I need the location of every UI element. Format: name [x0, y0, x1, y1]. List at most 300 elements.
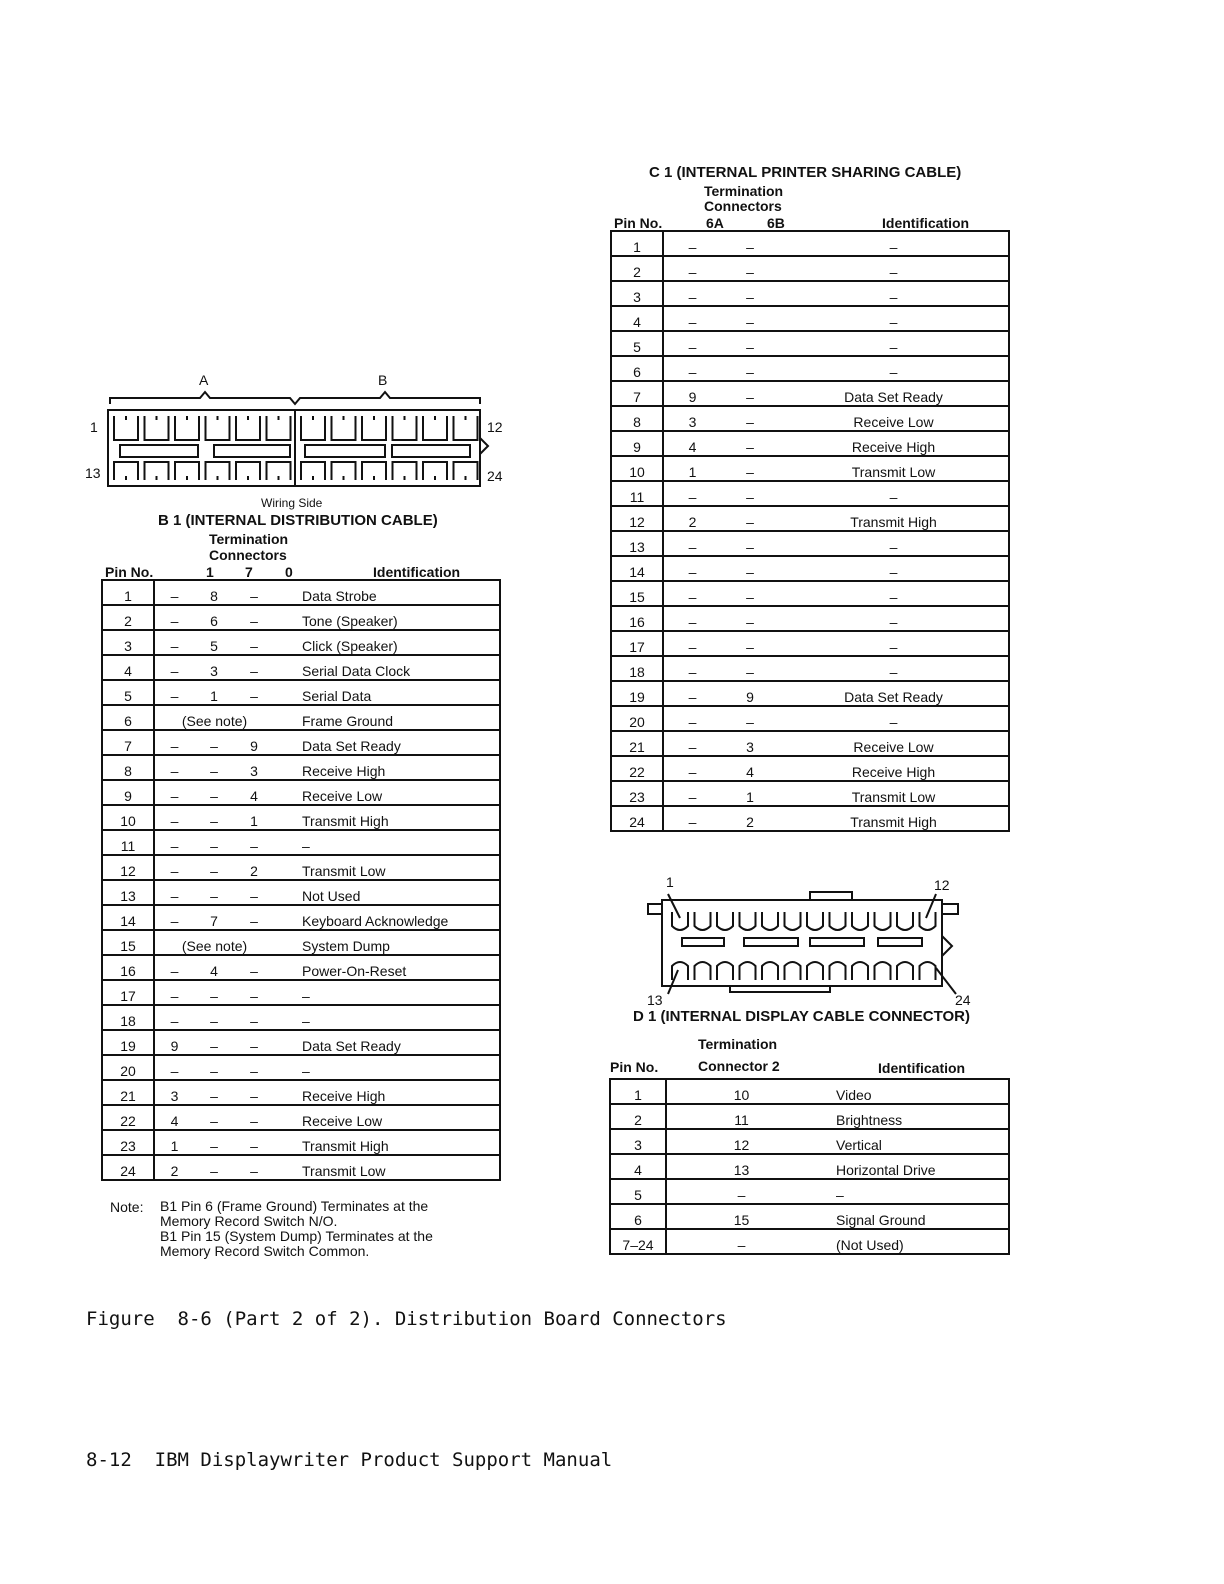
identification-cell: Video	[816, 1079, 1009, 1104]
connector-pin-outline	[301, 462, 325, 480]
identification-cell: –	[779, 306, 1009, 331]
pin-number-cell: 24	[102, 1155, 154, 1180]
identification-cell: –	[274, 1005, 500, 1030]
identification-cell: Not Used	[274, 880, 500, 905]
pin-number-cell: 14	[611, 556, 663, 581]
connector-pin-outline	[807, 962, 823, 980]
connector-pin-outline	[114, 416, 138, 440]
connector-pin-outline	[762, 912, 778, 930]
identification-cell: Transmit High	[274, 1130, 500, 1155]
connector-pin-outline	[393, 416, 417, 440]
table-row	[610, 1104, 1009, 1129]
pin-number-cell: 9	[102, 780, 154, 805]
connector-6b-cell: –	[721, 281, 779, 306]
pin-number-cell: 20	[611, 706, 663, 731]
identification-cell: (Not Used)	[816, 1229, 1009, 1254]
connector-0-cell: –	[234, 1030, 274, 1055]
table-row	[611, 631, 1009, 656]
pin-number-cell: 21	[102, 1080, 154, 1105]
termination-note-cell: (See note)	[154, 930, 274, 955]
connector-6b-cell: –	[721, 706, 779, 731]
connector-2-cell: –	[666, 1229, 816, 1254]
connector-pin-outline	[362, 462, 386, 480]
connector-pin-outline	[897, 962, 913, 980]
table-row	[611, 531, 1009, 556]
connector-pin-outline	[301, 416, 325, 440]
pin-number-cell: 22	[102, 1105, 154, 1130]
table-row	[611, 756, 1009, 781]
identification-cell: –	[274, 1055, 500, 1080]
table-row	[102, 880, 500, 905]
connector-1-cell: –	[154, 755, 194, 780]
connector-2-cell: 10	[666, 1079, 816, 1104]
connector-pin-outline	[762, 962, 778, 980]
table-row	[611, 356, 1009, 381]
b1-header-conn-1: 1	[206, 564, 214, 580]
table-row	[611, 431, 1009, 456]
d1-pin-table	[609, 1078, 1010, 1255]
b1-pin-13-label: 13	[85, 465, 101, 481]
table-row	[611, 306, 1009, 331]
table-row	[102, 905, 500, 930]
connector-6b-cell: 9	[721, 681, 779, 706]
pin-number-cell: 3	[102, 630, 154, 655]
table-row	[611, 731, 1009, 756]
pin-number-cell: 6	[611, 356, 663, 381]
identification-cell: –	[816, 1179, 1009, 1204]
pin-number-cell: 18	[102, 1005, 154, 1030]
pin-number-cell: 8	[102, 755, 154, 780]
pin-number-cell: 14	[102, 905, 154, 930]
connector-6b-cell: –	[721, 556, 779, 581]
connector-6a-cell: –	[663, 681, 721, 706]
table-row	[102, 805, 500, 830]
connector-pin-outline	[114, 462, 138, 480]
table-row	[611, 556, 1009, 581]
b1-note-label: Note:	[110, 1199, 144, 1215]
b1-termination-label: Termination	[209, 531, 289, 547]
table-row	[611, 781, 1009, 806]
b1-pin-24-label: 24	[487, 468, 503, 484]
connector-6a-cell: 2	[663, 506, 721, 531]
identification-cell: Receive High	[274, 1080, 500, 1105]
connector-7-cell: –	[194, 755, 234, 780]
identification-cell: –	[779, 656, 1009, 681]
table-row	[102, 955, 500, 980]
connector-6b-cell: 1	[721, 781, 779, 806]
d1-pin-1-label: 1	[666, 874, 674, 890]
b1-header-identification: Identification	[373, 564, 461, 580]
table-row	[102, 705, 500, 730]
table-row	[611, 806, 1009, 831]
table-row	[611, 456, 1009, 481]
connector-7-cell: 6	[194, 605, 234, 630]
table-row	[610, 1079, 1009, 1104]
table-row	[102, 855, 500, 880]
pin-number-cell: 2	[610, 1104, 666, 1129]
pin-number-cell: 17	[102, 980, 154, 1005]
identification-cell: Receive High	[779, 756, 1009, 781]
pin-number-cell: 4	[102, 655, 154, 680]
pin-number-cell: 7–24	[610, 1229, 666, 1254]
connector-1-cell: –	[154, 1005, 194, 1030]
connector-6b-cell: –	[721, 381, 779, 406]
table-row	[102, 1105, 500, 1130]
connector-7-cell: –	[194, 1005, 234, 1030]
connector-6a-cell: –	[663, 731, 721, 756]
pin-number-cell: 18	[611, 656, 663, 681]
connector-6a-cell: –	[663, 556, 721, 581]
pin-number-cell: 7	[102, 730, 154, 755]
connector-1-cell: –	[154, 855, 194, 880]
connector-1-cell: –	[154, 1055, 194, 1080]
identification-cell: Receive Low	[779, 731, 1009, 756]
connector-7-cell: 4	[194, 955, 234, 980]
connector-1-cell: –	[154, 805, 194, 830]
d1-pin-12-label: 12	[934, 877, 950, 893]
connector-6b-cell: 4	[721, 756, 779, 781]
connector-pin-outline	[807, 912, 823, 930]
connector-1-cell: 4	[154, 1105, 194, 1130]
connector-6a-cell: 9	[663, 381, 721, 406]
connector-6b-cell: –	[721, 431, 779, 456]
connector-0-cell: 9	[234, 730, 274, 755]
identification-cell: Receive Low	[779, 406, 1009, 431]
pin-number-cell: 24	[611, 806, 663, 831]
pin-number-cell: 20	[102, 1055, 154, 1080]
identification-cell: –	[779, 481, 1009, 506]
table-row	[102, 1030, 500, 1055]
pin-number-cell: 5	[102, 680, 154, 705]
table-row	[102, 1055, 500, 1080]
b1-wiring-side-label: Wiring Side	[261, 496, 323, 510]
connector-1-cell: –	[154, 580, 194, 605]
connector-1-cell: 3	[154, 1080, 194, 1105]
connector-2-cell: 15	[666, 1204, 816, 1229]
connector-6b-cell: 2	[721, 806, 779, 831]
page-footer: 8-12 IBM Displaywriter Product Support Manual	[86, 1449, 613, 1471]
connector-6a-cell: –	[663, 306, 721, 331]
table-row	[102, 655, 500, 680]
pin-number-cell: 21	[611, 731, 663, 756]
connector-6b-cell: –	[721, 631, 779, 656]
connector-pin-outline	[267, 416, 291, 440]
connector-pin-outline	[717, 912, 733, 930]
connector-6a-cell: –	[663, 231, 721, 256]
connector-pin-outline	[267, 462, 291, 480]
connector-6a-cell: –	[663, 656, 721, 681]
c1-header-pin: Pin No.	[614, 215, 663, 231]
pin-number-cell: 17	[611, 631, 663, 656]
c1-header-conn-6a: 6A	[706, 215, 724, 231]
connector-1-cell: –	[154, 730, 194, 755]
pin-number-cell: 2	[102, 605, 154, 630]
connector-2-cell: –	[666, 1179, 816, 1204]
connector-6a-cell: –	[663, 581, 721, 606]
connector-7-cell: 1	[194, 680, 234, 705]
connector-0-cell: –	[234, 1055, 274, 1080]
pin-number-cell: 1	[611, 231, 663, 256]
pin-number-cell: 3	[611, 281, 663, 306]
connector-7-cell: 3	[194, 655, 234, 680]
connector-7-cell: –	[194, 1155, 234, 1180]
b1-note-line: Memory Record Switch N/O.	[160, 1213, 338, 1229]
connector-pin-outline	[830, 962, 846, 980]
identification-cell: Receive High	[274, 755, 500, 780]
connector-7-cell: –	[194, 780, 234, 805]
connector-0-cell: –	[234, 830, 274, 855]
b1-connector-svg	[100, 388, 495, 498]
connector-1-cell: –	[154, 780, 194, 805]
table-row	[102, 780, 500, 805]
connector-0-cell: –	[234, 680, 274, 705]
identification-cell: Power-On-Reset	[274, 955, 500, 980]
identification-cell: Brightness	[816, 1104, 1009, 1129]
table-row	[610, 1204, 1009, 1229]
connector-6b-cell: –	[721, 356, 779, 381]
table-row	[611, 256, 1009, 281]
connector-6a-cell: 1	[663, 456, 721, 481]
identification-cell: –	[779, 531, 1009, 556]
connector-1-cell: –	[154, 680, 194, 705]
connector-1-cell: 9	[154, 1030, 194, 1055]
identification-cell: –	[779, 256, 1009, 281]
connector-6b-cell: –	[721, 231, 779, 256]
connector-pin-outline	[206, 462, 230, 480]
identification-cell: –	[779, 581, 1009, 606]
table-row	[611, 581, 1009, 606]
b1-header-conn-7: 7	[245, 564, 253, 580]
connector-0-cell: –	[234, 955, 274, 980]
connector-pin-outline	[206, 416, 230, 440]
table-row	[611, 481, 1009, 506]
pin-number-cell: 9	[611, 431, 663, 456]
identification-cell: –	[779, 706, 1009, 731]
identification-cell: Transmit High	[779, 806, 1009, 831]
connector-pin-outline	[672, 912, 688, 930]
pin-number-cell: 13	[102, 880, 154, 905]
d1-pin-24-label: 24	[955, 992, 971, 1008]
connector-pin-outline	[852, 962, 868, 980]
identification-cell: Frame Ground	[274, 705, 500, 730]
identification-cell: Click (Speaker)	[274, 630, 500, 655]
connector-pin-outline	[454, 416, 478, 440]
identification-cell: –	[779, 356, 1009, 381]
connector-7-cell: –	[194, 880, 234, 905]
pin-number-cell: 22	[611, 756, 663, 781]
b1-title: B 1 (INTERNAL DISTRIBUTION CABLE)	[158, 512, 438, 529]
connector-pin-outline	[454, 462, 478, 480]
connector-6a-cell: –	[663, 606, 721, 631]
connector-pin-outline	[332, 416, 356, 440]
connector-6a-cell: –	[663, 631, 721, 656]
table-row	[610, 1179, 1009, 1204]
pin-number-cell: 10	[611, 456, 663, 481]
identification-cell: Receive High	[779, 431, 1009, 456]
c1-header-conn-6b: 6B	[767, 215, 785, 231]
b1-header-pin: Pin No.	[105, 564, 154, 580]
connector-7-cell: 8	[194, 580, 234, 605]
connector-7-cell: –	[194, 1055, 234, 1080]
connector-0-cell: –	[234, 1130, 274, 1155]
connector-6b-cell: –	[721, 331, 779, 356]
connector-7-cell: –	[194, 1105, 234, 1130]
d1-connector-svg	[640, 888, 970, 998]
d1-pin-13-label: 13	[647, 992, 663, 1008]
pin-number-cell: 1	[610, 1079, 666, 1104]
connector-1-cell: –	[154, 605, 194, 630]
connector-2-cell: 13	[666, 1154, 816, 1179]
table-row	[611, 231, 1009, 256]
identification-cell: Data Set Ready	[274, 730, 500, 755]
connector-6b-cell: –	[721, 581, 779, 606]
connector-7-cell: –	[194, 980, 234, 1005]
pin-number-cell: 19	[102, 1030, 154, 1055]
table-row	[102, 605, 500, 630]
pin-number-cell: 6	[610, 1204, 666, 1229]
table-row	[610, 1129, 1009, 1154]
b1-note	[160, 1199, 433, 1259]
connector-pin-outline	[236, 462, 260, 480]
table-row	[611, 706, 1009, 731]
connector-6b-cell: –	[721, 406, 779, 431]
pin-number-cell: 2	[611, 256, 663, 281]
table-row	[611, 381, 1009, 406]
identification-cell: Transmit Low	[779, 781, 1009, 806]
table-row	[611, 681, 1009, 706]
identification-cell: Keyboard Acknowledge	[274, 905, 500, 930]
connector-pin-outline	[175, 416, 199, 440]
identification-cell: Serial Data Clock	[274, 655, 500, 680]
identification-cell: –	[779, 331, 1009, 356]
table-row	[102, 630, 500, 655]
connector-6a-cell: –	[663, 356, 721, 381]
pin-number-cell: 15	[611, 581, 663, 606]
connector-1-cell: –	[154, 880, 194, 905]
pin-number-cell: 8	[611, 406, 663, 431]
identification-cell: System Dump	[274, 930, 500, 955]
b1-pin-table	[101, 579, 501, 1181]
connector-1-cell: –	[154, 655, 194, 680]
d1-title: D 1 (INTERNAL DISPLAY CABLE CONNECTOR)	[633, 1008, 970, 1025]
b1-pin-12-label: 12	[487, 419, 503, 435]
pin-number-cell: 12	[611, 506, 663, 531]
connector-1-cell: 2	[154, 1155, 194, 1180]
pin-number-cell: 13	[611, 531, 663, 556]
identification-cell: Transmit High	[779, 506, 1009, 531]
pin-number-cell: 7	[611, 381, 663, 406]
table-row	[102, 680, 500, 705]
connector-pin-outline	[332, 462, 356, 480]
connector-7-cell: 5	[194, 630, 234, 655]
connector-6b-cell: 3	[721, 731, 779, 756]
b1-label-b: B	[378, 372, 388, 388]
d1-header-pin: Pin No.	[610, 1059, 659, 1075]
pin-number-cell: 5	[610, 1179, 666, 1204]
connector-7-cell: –	[194, 830, 234, 855]
connector-0-cell: 2	[234, 855, 274, 880]
identification-cell: –	[274, 980, 500, 1005]
connector-0-cell: –	[234, 980, 274, 1005]
identification-cell: Serial Data	[274, 680, 500, 705]
connector-2-cell: 12	[666, 1129, 816, 1154]
identification-cell: Horizontal Drive	[816, 1154, 1009, 1179]
connector-1-cell: –	[154, 955, 194, 980]
pin-number-cell: 16	[611, 606, 663, 631]
connector-7-cell: –	[194, 805, 234, 830]
identification-cell: Data Set Ready	[274, 1030, 500, 1055]
connector-1-cell: 1	[154, 1130, 194, 1155]
identification-cell: –	[779, 631, 1009, 656]
connector-pin-outline	[423, 416, 447, 440]
connector-0-cell: –	[234, 630, 274, 655]
connector-6a-cell: 4	[663, 431, 721, 456]
connector-pin-outline	[145, 416, 169, 440]
connector-0-cell: 1	[234, 805, 274, 830]
identification-cell: Data Set Ready	[779, 681, 1009, 706]
table-row	[611, 606, 1009, 631]
connector-0-cell: –	[234, 905, 274, 930]
pin-number-cell: 23	[102, 1130, 154, 1155]
pin-number-cell: 11	[611, 481, 663, 506]
connector-6a-cell: –	[663, 781, 721, 806]
identification-cell: –	[779, 281, 1009, 306]
connector-pin-outline	[897, 912, 913, 930]
b1-note-line: B1 Pin 6 (Frame Ground) Terminates at the	[160, 1198, 429, 1214]
connector-0-cell: –	[234, 580, 274, 605]
connector-6a-cell: –	[663, 706, 721, 731]
pin-number-cell: 10	[102, 805, 154, 830]
connector-6b-cell: –	[721, 656, 779, 681]
table-row	[102, 980, 500, 1005]
connector-pin-outline	[393, 462, 417, 480]
pin-number-cell: 12	[102, 855, 154, 880]
connector-7-cell: –	[194, 1130, 234, 1155]
connector-2-cell: 11	[666, 1104, 816, 1129]
identification-cell: Signal Ground	[816, 1204, 1009, 1229]
identification-cell: Data Set Ready	[779, 381, 1009, 406]
connector-6a-cell: –	[663, 281, 721, 306]
table-row	[611, 281, 1009, 306]
connector-pin-outline	[875, 962, 891, 980]
connector-pin-outline	[785, 912, 801, 930]
b1-header-conn-0: 0	[285, 564, 293, 580]
pin-number-cell: 4	[611, 306, 663, 331]
b1-pin-1-label: 1	[90, 419, 98, 435]
connector-7-cell: –	[194, 1030, 234, 1055]
identification-cell: Transmit Low	[274, 1155, 500, 1180]
connector-pin-outline	[785, 962, 801, 980]
connector-0-cell: –	[234, 1105, 274, 1130]
pin-number-cell: 15	[102, 930, 154, 955]
table-row	[102, 1080, 500, 1105]
table-row	[102, 1130, 500, 1155]
table-row	[102, 1005, 500, 1030]
identification-cell: –	[274, 830, 500, 855]
connector-6b-cell: –	[721, 506, 779, 531]
connector-pin-outline	[695, 962, 711, 980]
table-row	[610, 1154, 1009, 1179]
connector-1-cell: –	[154, 905, 194, 930]
identification-cell: Transmit High	[274, 805, 500, 830]
b1-note-line: Memory Record Switch Common.	[160, 1243, 370, 1259]
table-row	[611, 406, 1009, 431]
identification-cell: Tone (Speaker)	[274, 605, 500, 630]
connector-pin-outline	[695, 912, 711, 930]
connector-pin-outline	[362, 416, 386, 440]
pin-number-cell: 1	[102, 580, 154, 605]
connector-0-cell: –	[234, 1155, 274, 1180]
